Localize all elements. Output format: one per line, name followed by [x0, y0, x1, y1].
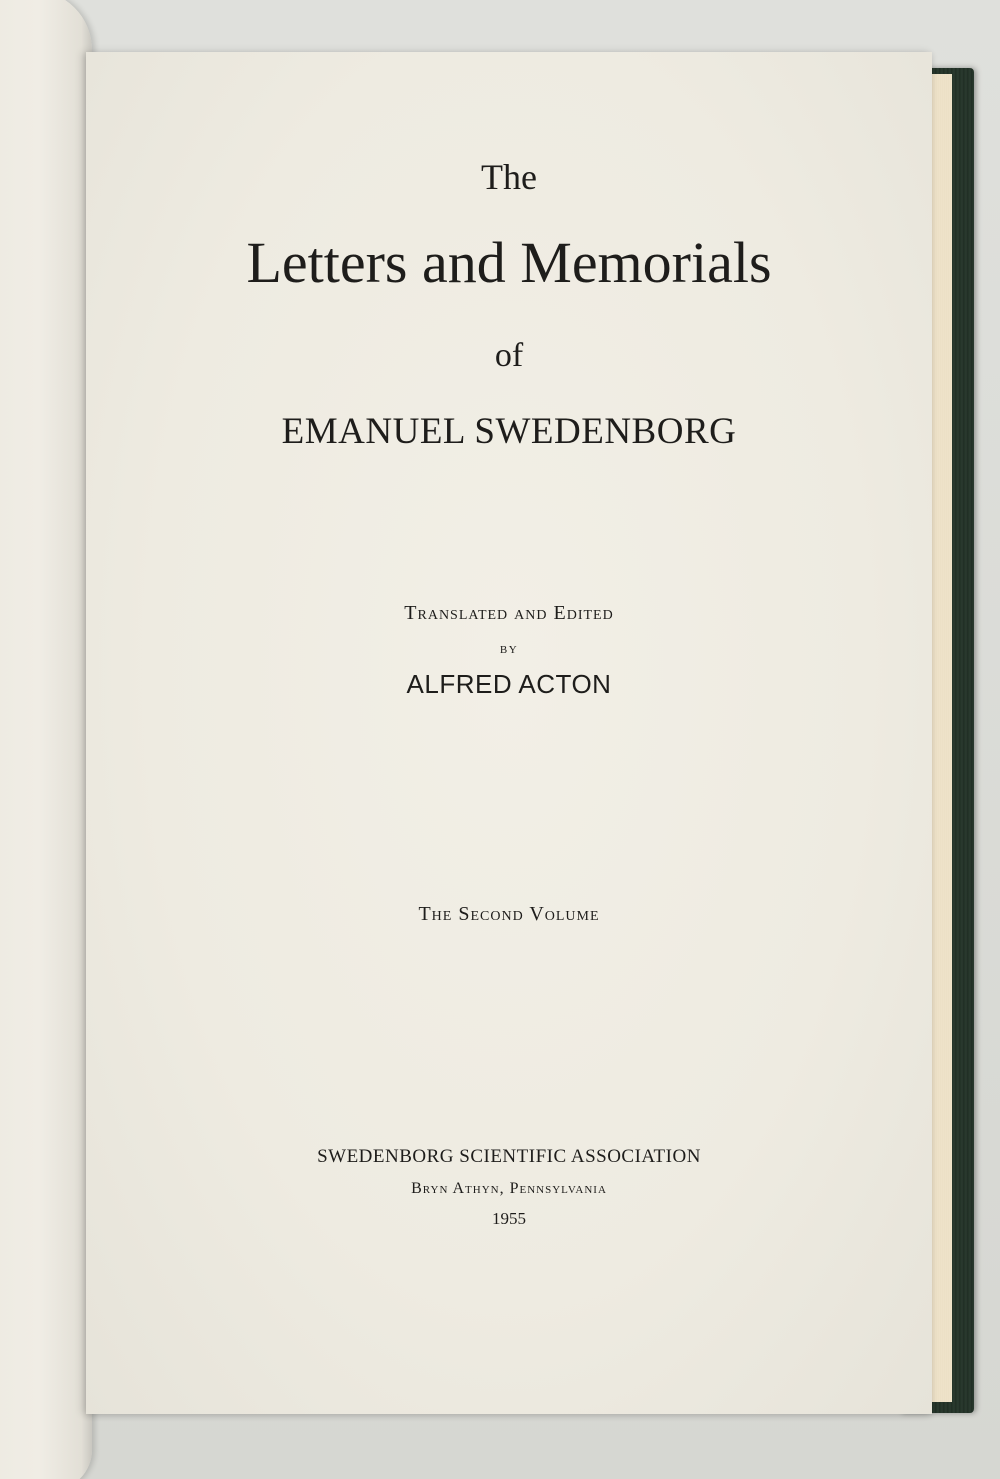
title-of: of	[494, 337, 524, 374]
main-title: Letters and Memorials	[246, 230, 772, 295]
author-name: EMANUEL SWEDENBORG	[281, 411, 737, 452]
publication-year: 1955	[492, 1209, 526, 1228]
left-facing-page	[0, 0, 92, 1479]
translated-edited-label: Translated and Edited	[404, 602, 614, 624]
title-page	[86, 52, 932, 1414]
publisher-place: Bryn Athyn, Pennsylvania	[411, 1180, 607, 1197]
title-article: The	[481, 157, 537, 197]
volume-label: The Second Volume	[418, 903, 600, 925]
by-label: by	[499, 640, 519, 657]
publisher-name: SWEDENBORG SCIENTIFIC ASSOCIATION	[317, 1146, 701, 1167]
editor-name: ALFRED ACTON	[406, 669, 612, 699]
